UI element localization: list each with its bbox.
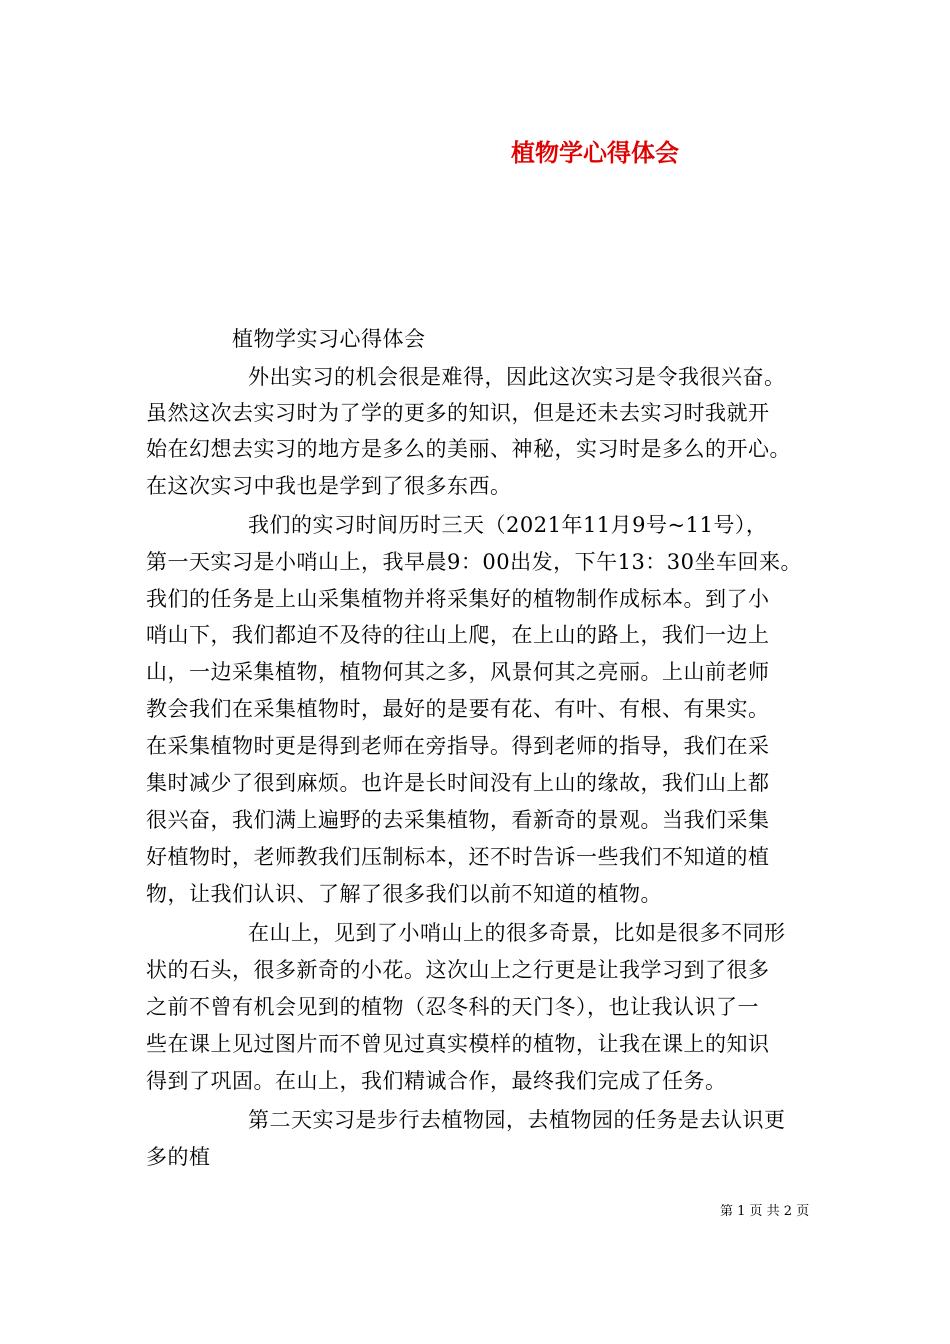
text-line: 物，让我们认识、了解了很多我们以前不知道的植物。 [146,882,662,906]
text-line: 始在幻想去实习的地方是多么的美丽、神秘，实习时是多么的开心。 [146,437,791,461]
text-line: 外出实习的机会很是难得，因此这次实习是令我很兴奋。 [248,365,786,389]
text-line: 第一天实习是小哨山上，我早晨9：00出发，下午13：30坐车回来。 [146,550,803,574]
text-line: 集时减少了很到麻烦。也许是长时间没有上山的缘故，我们山上都 [146,771,770,795]
text-line: 哨山下，我们都迫不及待的往山上爬，在上山的路上，我们一边上 [146,623,770,647]
text-line: 些在课上见过图片而不曾见过真实模样的植物，让我在课上的知识 [146,1032,770,1056]
page-number: 第 1 页 共 2 页 [720,1204,810,1219]
text-line: 教会我们在采集植物时，最好的是要有花、有叶、有根、有果实。 [146,697,770,721]
text-line: 在这次实习中我也是学到了很多东西。 [146,474,512,498]
text-line: 在采集植物时更是得到老师在旁指导。得到老师的指导，我们在采 [146,734,770,758]
text-line: 很兴奋，我们满上遍野的去采集植物，看新奇的景观。当我们采集 [146,808,770,832]
text-line: 第二天实习是步行去植物园，去植物园的任务是去认识更 [248,1108,786,1132]
text-line: 虽然这次去实习时为了学的更多的知识，但是还未去实习时我就开 [146,401,770,425]
text-line: 我们的任务是上山采集植物并将采集好的植物制作成标本。到了小 [146,587,770,611]
text-line: 在山上，见到了小哨山上的很多奇景，比如是很多不同形 [248,921,786,945]
text-line: 山，一边采集植物，植物何其之多，风景何其之亮丽。上山前老师 [146,660,770,684]
text-line: 好植物时，老师教我们压制标本，还不时告诉一些我们不知道的植 [146,845,770,869]
text-line: 植物学实习心得体会 [232,327,426,351]
text-line: 我们的实习时间历时三天（2021年11月9号~11号）， [248,513,768,537]
text-line: 之前不曾有机会见到的植物（忍冬科的天门冬），也让我认识了一 [146,995,759,1019]
text-line: 得到了巩固。在山上，我们精诚合作，最终我们完成了任务。 [146,1069,727,1093]
document-title: 植物学心得体会 [511,139,679,167]
text-line: 多的植 [146,1145,211,1169]
text-line: 状的石头，很多新奇的小花。这次山上之行更是让我学习到了很多 [146,958,770,982]
